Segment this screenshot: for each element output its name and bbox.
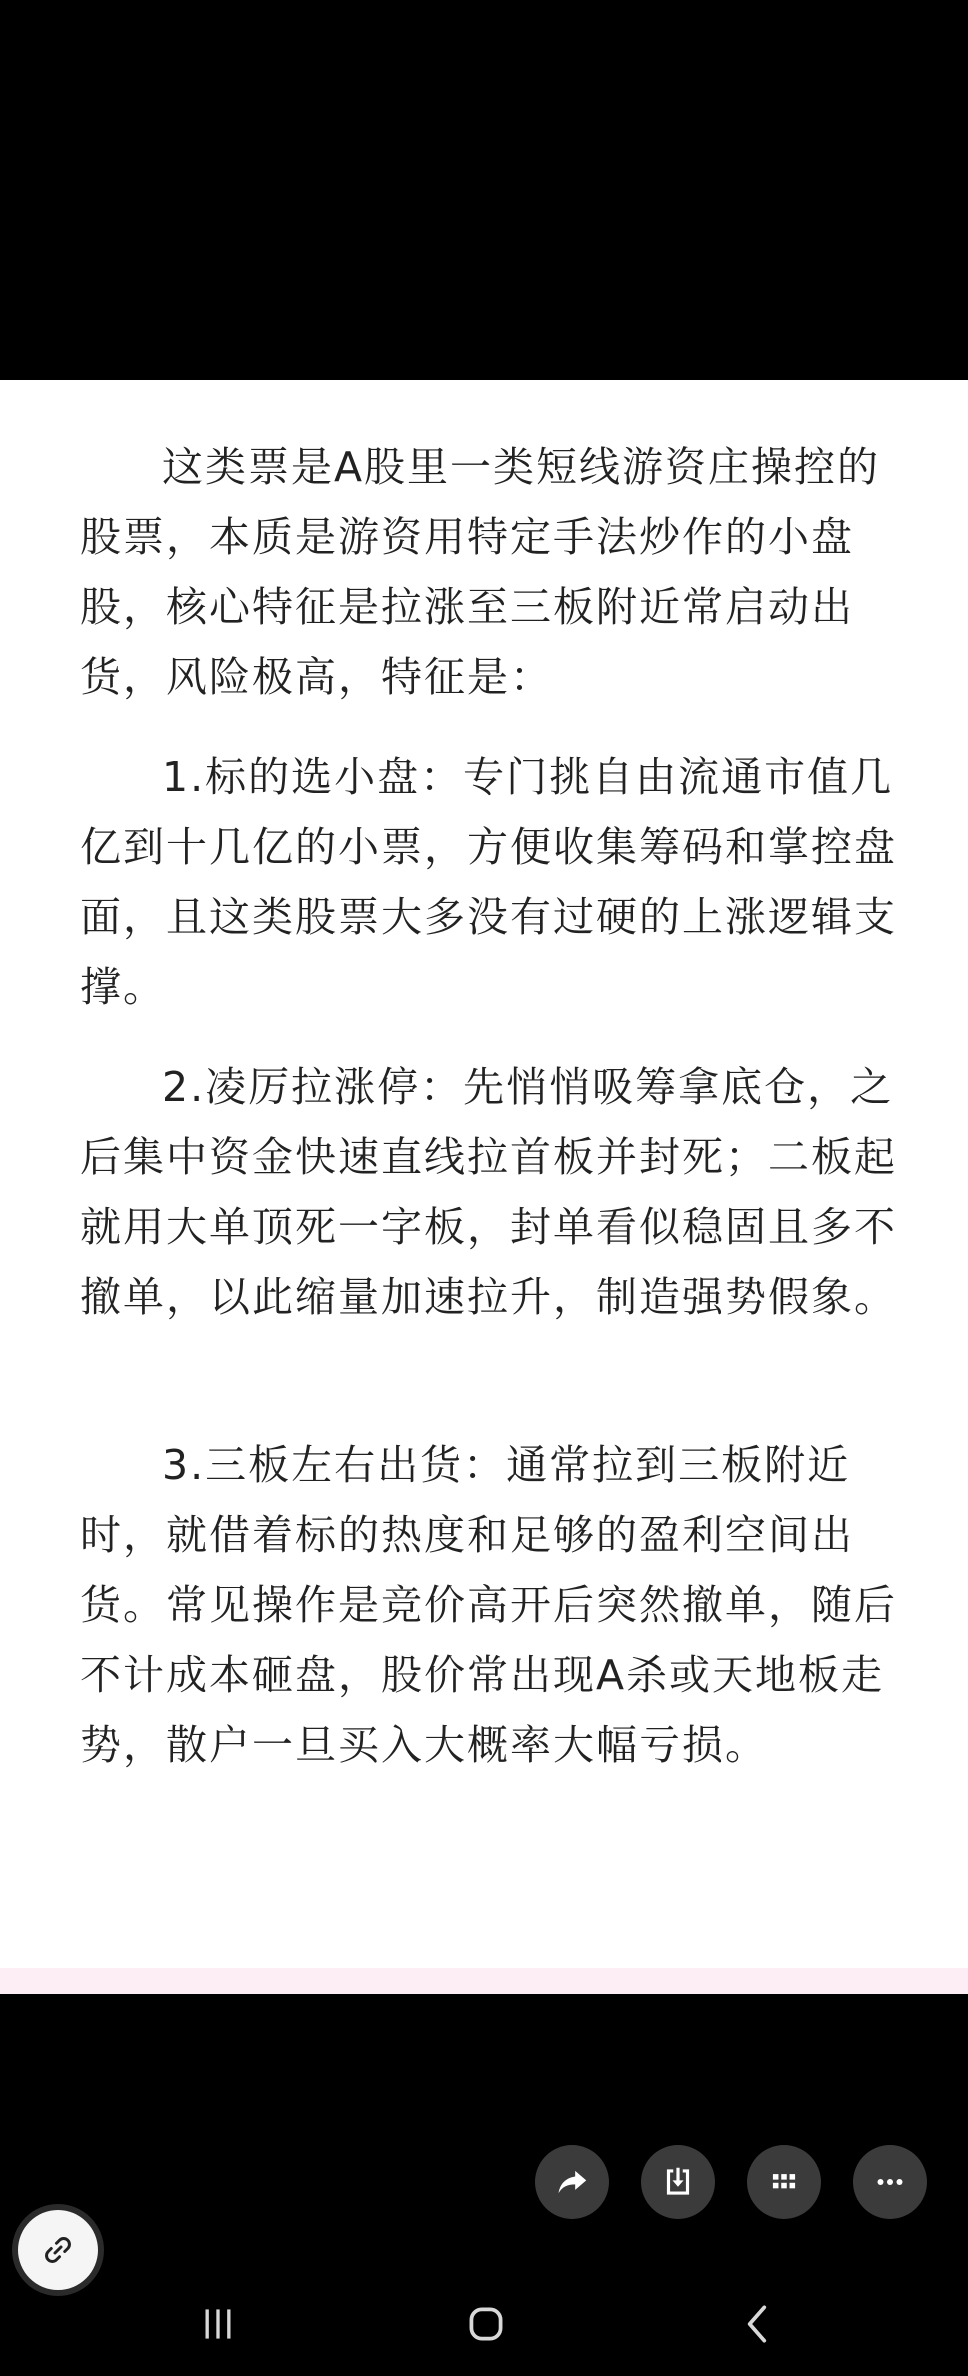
- more-button[interactable]: [853, 2145, 927, 2219]
- back-button[interactable]: [723, 2294, 793, 2354]
- apps-button[interactable]: [747, 2145, 821, 2219]
- home-icon: [461, 2299, 511, 2349]
- article-paragraph-1: 1.标的选小盘：专门挑自由流通市值几亿到十几亿的小票，方便收集筹码和掌控盘面，且这类股票大多没有过硬的上涨逻辑支撑。: [80, 753, 897, 1011]
- article-image: [0, 380, 968, 1968]
- grid-icon: [765, 2163, 803, 2201]
- download-button[interactable]: [641, 2145, 715, 2219]
- back-icon: [733, 2299, 783, 2349]
- recents-button[interactable]: [183, 2294, 253, 2354]
- article-paragraph-intro: 这类票是A股里一类短线游资庄操控的股票，本质是游资用特定手法炒作的小盘股，核心特征是拉涨至三板附近常启动出货，风险极高，特征是：: [80, 443, 881, 701]
- top-black-area: [0, 0, 968, 380]
- share-button[interactable]: [535, 2145, 609, 2219]
- action-bar: [0, 2145, 968, 2225]
- link-icon: [40, 2232, 76, 2268]
- image-bottom-strip: [0, 1968, 968, 1994]
- article-paragraph-2: 2.凌厉拉涨停：先悄悄吸筹拿底仓，之后集中资金快速直线拉首板并封死；二板起就用大单顶死一字板，封单看似稳固且多不撤单，以此缩量加速拉升，制造强势假象。: [80, 1063, 897, 1321]
- recents-icon: [193, 2299, 243, 2349]
- home-button[interactable]: [451, 2294, 521, 2354]
- system-nav-bar: [0, 2276, 968, 2376]
- article-paragraph-3: 3.三板左右出货：通常拉到三板附近时，就借着标的热度和足够的盈利空间出货。常见操作是竞价高开后突然撤单，随后不计成本砸盘，股价常出现A杀或天地板走势，散户一旦买入大概率大幅亏损。: [80, 1441, 897, 1769]
- share-icon: [553, 2163, 591, 2201]
- download-icon: [659, 2163, 697, 2201]
- more-icon: [871, 2163, 909, 2201]
